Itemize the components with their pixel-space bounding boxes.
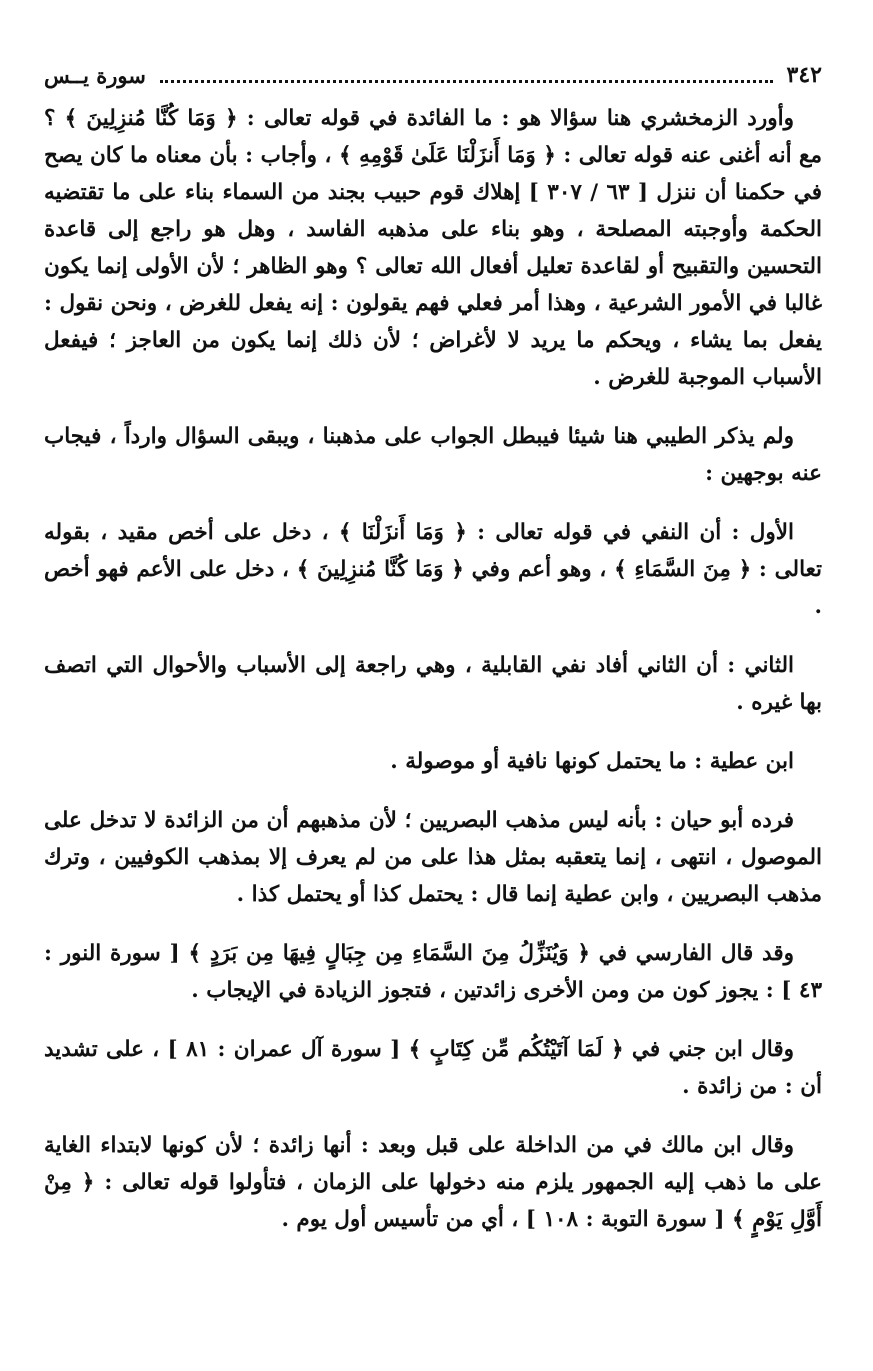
- page-body: [44, 100, 822, 1238]
- surah-title: سورة يــس: [44, 62, 146, 88]
- header-dotted-leader: [160, 68, 773, 83]
- page-header: [44, 56, 822, 94]
- paragraph: ابن عطية : ما يحتمل كونها نافية أو موصولة .: [390, 749, 794, 774]
- paragraph: وأورد الزمخشري هنا سؤالا هو : ما الفائدة في قوله تعالى : ﴿ وَمَا كُنَّا مُنزِلِينَ ﴾ ؟ مع أنه أغنى عنه قوله تعالى : ﴿ وَمَا أَنزَلْنَا عَلَىٰ قَوْمِهِ ﴾ ، وأجاب : بأن معناه ما كان يصح في حكمنا أن ننزل [ ٦٣ / ٣٠٧ ] إهلاك قوم حبيب بجند من السماء بناء على ما تقتضيه الحكمة وأوجبته المصلحة ، وهو بناء على مذهبه الفاسد ، وهل هو راجع إلى قاعدة التحسين والتقبيح أو لقاعدة تعليل أفعال الله تعالى ؟ وهو الظاهر ؛ لأن الأولى إنما يكون غالبا في الأمور الشرعية ، وهذا أمر فعلي فهم يقولون : إنه يفعل للغرض ، ونحن نقول : يفعل بما يشاء ، ويحكم ما يريد لا لأغراض ؛ لأن ذلك إنما يكون من العاجز ؛ فيفعل الأسباب الموجبة للغرض .: [44, 106, 823, 390]
- paragraph: وقال ابن جني في ﴿ لَمَا آتَيْتُكُم مِّن كِتَابٍ ﴾ [ سورة آل عمران : ٨١ ] ، على تشديد أن : من زائدة .: [44, 1037, 822, 1099]
- paragraph: الثاني : أن الثاني أفاد نفي القابلية ، وهي راجعة إلى الأسباب والأحوال التي اتصف بها غيره .: [44, 653, 822, 715]
- page-number: ٣٤٢: [786, 62, 822, 88]
- paragraph: وقد قال الفارسي في ﴿ وَيُنَزِّلُ مِنَ السَّمَاءِ مِن جِبَالٍ فِيهَا مِن بَرَدٍ ﴾ [ سورة النور : ٤٣ ] : يجوز كون من ومن الأخرى زائدتين ، فتجوز الزيادة في الإيجاب .: [44, 941, 822, 1003]
- paragraph: الأول : أن النفي في قوله تعالى : ﴿ وَمَا أَنزَلْنَا ﴾ ، دخل على أخص مقيد ، بقوله تعالى : ﴿ مِنَ السَّمَاءِ ﴾ ، وهو أعم وفي ﴿ وَمَا كُنَّا مُنزِلِينَ ﴾ ، دخل على الأعم فهو أخص .: [44, 520, 822, 619]
- paragraph: ولم يذكر الطيبي هنا شيئا فيبطل الجواب على مذهبنا ، ويبقى السؤال وارداً ، فيجاب عنه بوجهين :: [44, 424, 822, 486]
- paragraph: وقال ابن مالك في من الداخلة على قبل وبعد : أنها زائدة ؛ لأن كونها لابتداء الغاية على ما ذهب إليه الجمهور يلزم منه دخولها على الزمان ، فتأولوا قوله تعالى : ﴿ مِنْ أَوَّلِ يَوْمٍ ﴾ [ سورة التوبة : ١٠٨ ] ، أي من تأسيس أول يوم .: [44, 1133, 822, 1232]
- book-page: [44, 56, 822, 1356]
- paragraph: فرده أبو حيان : بأنه ليس مذهب البصريين ؛ لأن مذهبهم أن من الزائدة لا تدخل على الموصول ، انتهى ، إنما يتعقبه بمثل هذا على من لم يعرف إلا بمذهب الكوفيين ، وترك مذهب البصريين ، وابن عطية إنما قال : يحتمل كذا أو يحتمل كذا .: [44, 808, 822, 907]
